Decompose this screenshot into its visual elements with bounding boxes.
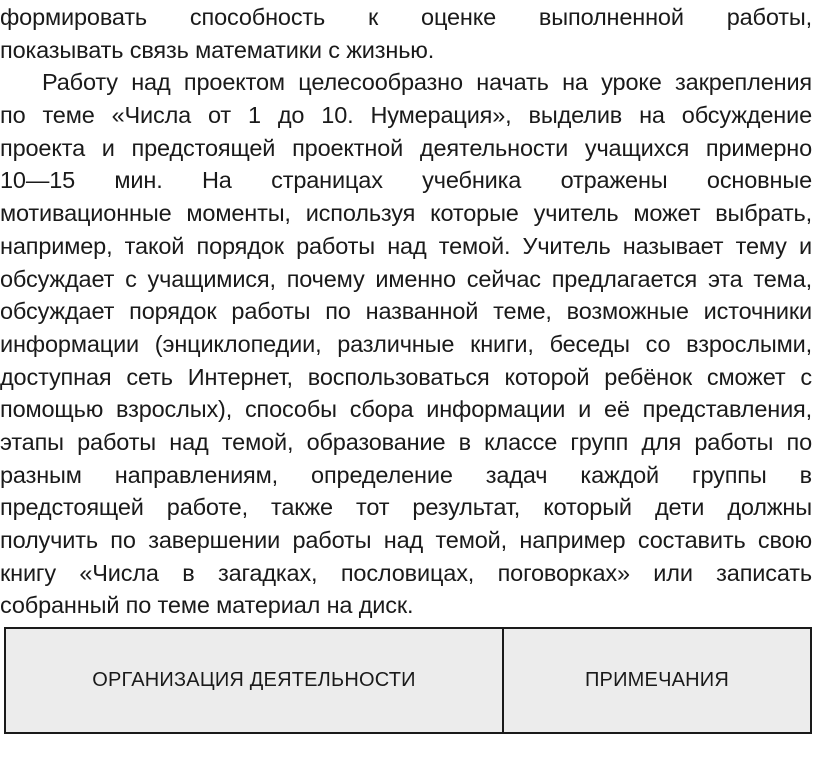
text-line: показывать связь математики с жизнью. (0, 36, 435, 63)
text-line: информации (энциклопедии, различные книги, беседы со взрослыми, (0, 330, 812, 357)
text-line: книгу «Числа в загадках, пословицах, поговорках» или записать (0, 559, 812, 586)
text-line: разным направлениям, определение задач каждой группы в (0, 461, 812, 488)
text-line: проекта и предстоящей проектной деятельности учащихся примерно (0, 134, 812, 161)
table-header-label: ПРИМЕЧАНИЯ (584, 669, 730, 691)
activity-table (4, 627, 812, 734)
table-header-organization (6, 629, 504, 732)
text-line: этапы работы над темой, образование в классе групп для работы по (0, 428, 812, 455)
table-header-label: ОРГАНИЗАЦИЯ ДЕЯТЕЛЬНОСТИ (92, 669, 416, 691)
text-line: например, такой порядок работы над темой. Учитель называет тему и (0, 232, 812, 259)
text-line: мотивационные моменты, используя которые учитель может выбрать, (0, 200, 812, 227)
text-line: помощью взрослых), способы сбора информации и её представления, (0, 396, 812, 423)
text-line: собранный по теме материал на диск. (0, 592, 414, 619)
text-line: предстоящей работе, также тот результат, который дети должны (0, 494, 812, 521)
text-line: получить по завершении работы над темой, например составить свою (0, 527, 812, 553)
document-body (0, 1, 812, 655)
text-line: 10—15 мин. На страницах учебника отражены основные (0, 167, 812, 194)
text-line: формировать способность к оценке выполненной работы, (0, 4, 812, 30)
text-line: обсуждает с учащимися, почему именно сейчас предлагается эта тема, (0, 265, 812, 292)
text-line: Работу над проектом целесообразно начать на уроке закрепления (42, 69, 812, 96)
text-line: обсуждает порядок работы по названной теме, возможные источники (0, 298, 812, 325)
text-line: доступная сеть Интернет, воспользоваться которой ребёнок сможет с (0, 363, 812, 390)
text-line: по теме «Числа от 1 до 10. Нумерация», выделив на обсуждение (0, 102, 812, 129)
table-header-notes (504, 629, 810, 732)
